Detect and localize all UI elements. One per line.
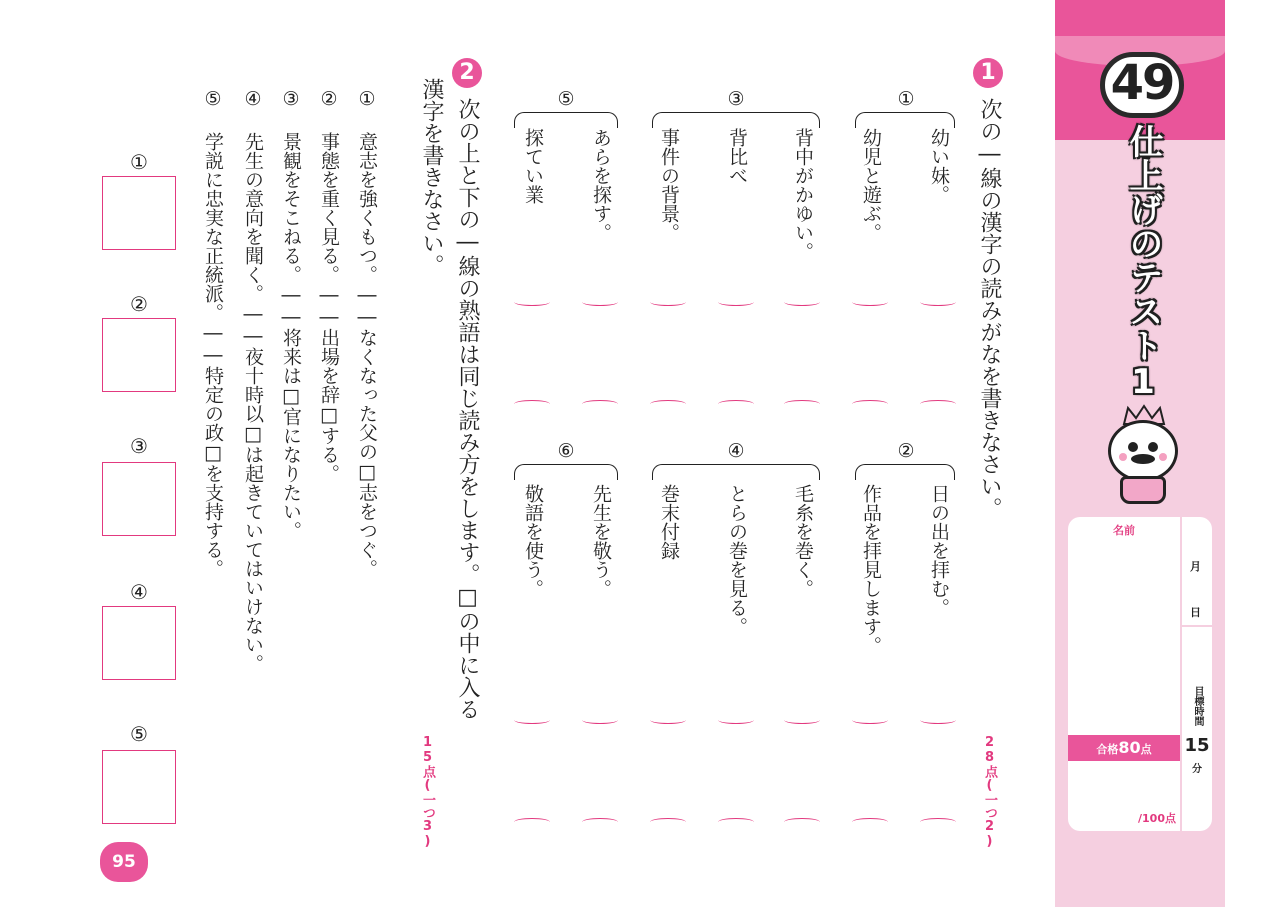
sentence-item: ③ 景観をそこねる。――将来は□官になりたい。	[280, 88, 302, 540]
answer-bracket[interactable]	[920, 298, 956, 306]
answer-bracket[interactable]	[582, 716, 618, 724]
answer-bracket[interactable]	[852, 818, 888, 826]
item-number: ③	[727, 88, 745, 110]
answer-bracket[interactable]	[582, 298, 618, 306]
answer-bracket[interactable]	[784, 716, 820, 724]
answer-label: ⑤	[130, 722, 148, 746]
question-2-number: 2	[452, 58, 482, 88]
item-number: ⑤	[557, 88, 575, 110]
answer-bracket[interactable]	[784, 400, 820, 408]
reading-item: 幼児と遊ぶ。	[860, 128, 882, 242]
reading-item: 毛糸を巻く。	[792, 484, 814, 598]
divider	[1182, 625, 1212, 627]
answer-box-5[interactable]	[102, 750, 176, 824]
reading-item: 探てい業	[522, 128, 544, 204]
answer-label: ③	[130, 434, 148, 458]
answer-label: ④	[130, 580, 148, 604]
answer-box-1[interactable]	[102, 176, 176, 250]
bracket-line	[652, 112, 820, 128]
reading-item: 作品を拝見します。	[860, 484, 882, 655]
answer-bracket[interactable]	[852, 400, 888, 408]
pass-score: 合格80点	[1068, 735, 1180, 761]
reading-item: 幼い妹。	[928, 128, 950, 204]
answer-label: ①	[130, 150, 148, 174]
answer-bracket[interactable]	[784, 298, 820, 306]
sentence-item: ① 意志を強くもつ。――なくなった父の□志をつぐ。	[356, 88, 378, 578]
answer-bracket[interactable]	[514, 716, 550, 724]
page-number: 95	[100, 842, 148, 882]
question-1-points: 28点(一つ2)	[982, 735, 997, 849]
bracket-line	[514, 112, 618, 128]
answer-bracket[interactable]	[718, 400, 754, 408]
reading-item: 背比べ	[726, 128, 748, 185]
answer-bracket[interactable]	[514, 400, 550, 408]
answer-bracket[interactable]	[718, 716, 754, 724]
goal-time-label: 目標時間	[1192, 686, 1203, 726]
reading-item: 事件の背景。	[658, 128, 680, 242]
question-1-number: 1	[973, 58, 1003, 88]
answer-bracket[interactable]	[784, 818, 820, 826]
score-total: /100点	[1138, 812, 1176, 825]
goal-time-value: 15	[1184, 735, 1210, 756]
item-number: ⑥	[557, 440, 575, 462]
sentence-item: ⑤ 学説に忠実な正統派。――特定の政□を支持する。	[202, 88, 224, 578]
answer-bracket[interactable]	[650, 298, 686, 306]
answer-bracket[interactable]	[582, 400, 618, 408]
sentence-item: ④ 先生の意向を聞く。――夜十時以□は起きていてはいけない。	[242, 88, 264, 673]
name-label: 名前	[1113, 524, 1135, 537]
bracket-line	[652, 464, 820, 480]
answer-bracket[interactable]	[650, 716, 686, 724]
day-label: 日	[1190, 606, 1201, 619]
unit-number: 49	[1110, 55, 1174, 111]
question-1-instruction: 次の―線の漢字の読みがなを書きなさい。	[977, 98, 1002, 519]
answer-bracket[interactable]	[582, 818, 618, 826]
answer-bracket[interactable]	[650, 400, 686, 408]
unit-title: 仕上げのテスト1	[1123, 124, 1163, 402]
score-box-divider	[1180, 517, 1182, 831]
answer-box-2[interactable]	[102, 318, 176, 392]
sentence-item: ② 事態を重く見る。――出場を辞□する。	[318, 88, 340, 483]
reading-item: 背中がかゆい。	[792, 128, 814, 261]
reading-item: 先生を敬う。	[590, 484, 612, 598]
answer-bracket[interactable]	[852, 298, 888, 306]
answer-box-4[interactable]	[102, 606, 176, 680]
answer-bracket[interactable]	[852, 716, 888, 724]
item-number: ①	[897, 88, 915, 110]
bracket-line	[514, 464, 618, 480]
answer-bracket[interactable]	[514, 818, 550, 826]
answer-bracket[interactable]	[920, 818, 956, 826]
reading-item: 巻末付録	[658, 484, 680, 560]
mascot-icon	[1108, 420, 1178, 482]
answer-bracket[interactable]	[920, 400, 956, 408]
question-2-instruction: 次の上と下の―線の熟語は同じ読み方をします。□の中に入る	[455, 98, 480, 720]
answer-bracket[interactable]	[920, 716, 956, 724]
month-label: 月	[1190, 560, 1201, 573]
answer-bracket[interactable]	[514, 298, 550, 306]
reading-item: 日の出を拝む。	[928, 484, 950, 617]
bracket-line	[855, 464, 955, 480]
bracket-line	[855, 112, 955, 128]
answer-bracket[interactable]	[718, 818, 754, 826]
reading-item: あらを探す。	[590, 128, 612, 242]
item-number: ②	[897, 440, 915, 462]
reading-item: 敬語を使う。	[522, 484, 544, 598]
reading-item: とらの巻を見る。	[726, 484, 748, 636]
answer-bracket[interactable]	[650, 818, 686, 826]
answer-label: ②	[130, 292, 148, 316]
answer-bracket[interactable]	[718, 298, 754, 306]
mascot-body	[1120, 476, 1166, 504]
question-2-instruction-cont: 漢字を書きなさい。	[419, 78, 444, 276]
question-2-points: 15点(一つ3)	[420, 735, 435, 849]
item-number: ④	[727, 440, 745, 462]
answer-box-3[interactable]	[102, 462, 176, 536]
goal-time-unit: 分	[1192, 764, 1202, 775]
